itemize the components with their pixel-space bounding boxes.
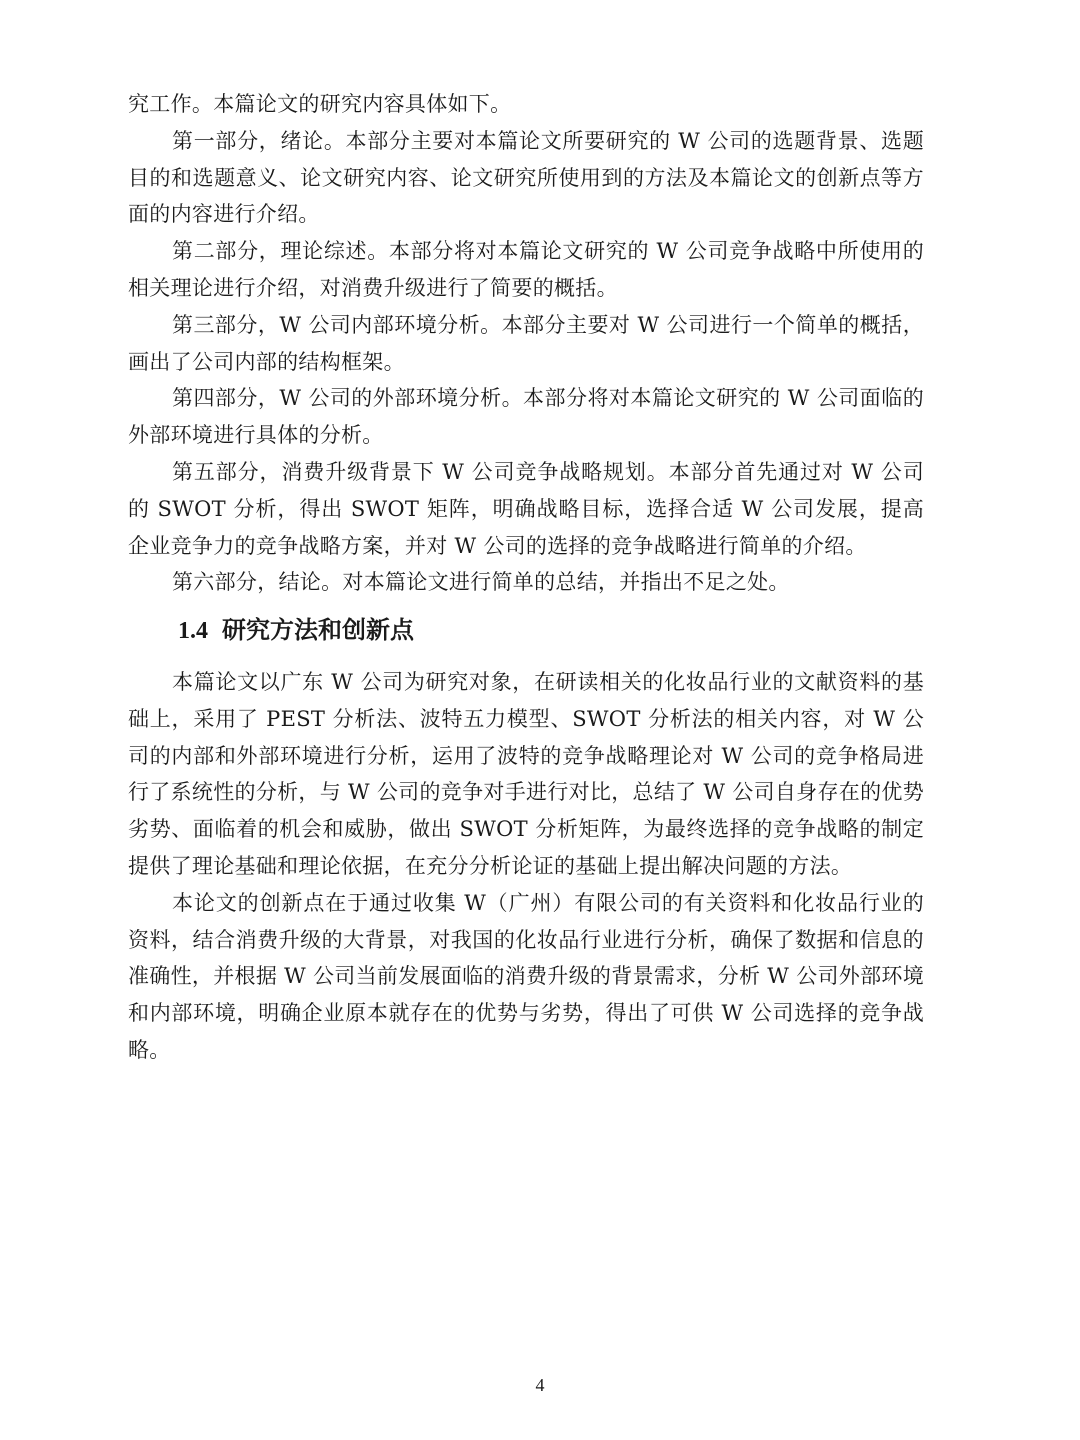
paragraph-part-one: 第一部分，绪论。本部分主要对本篇论文所要研究的 W 公司的选题背景、选题目的和选题意义、论文研究内容、论文研究所使用到的方法及本篇论文的创新点等方面的内容进行介绍。 <box>128 128 924 227</box>
paragraph-part-three: 第三部分，W 公司内部环境分析。本部分主要对 W 公司进行一个简单的概括，画出了公司内部的结构框架。 <box>128 312 924 374</box>
section-title: 研究方法和创新点 <box>222 616 414 644</box>
paragraph-methods: 本篇论文以广东 W 公司为研究对象，在研读相关的化妆品行业的文献资料的基础上，采用了 PEST 分析法、波特五力模型、SWOT 分析法的相关内容，对 W 公司的内部和外部环境进行分析，运用了波特的竞争战略理论对 W 公司的竞争格局进行了系统性的分析，与 W 公司的竞争对手进行对比，总结了 W 公司自身存在的优势劣势、面临着的机会和威胁，做出 SWOT 分析矩阵，为最终选择的竞争战略的制定提供了理论基础和理论依据，在充分分析论证的基础上提出解决问题的方法。 <box>128 670 924 878</box>
section-number: 1.4 <box>178 618 208 644</box>
paragraph-continuation: 究工作。本篇论文的研究内容具体如下。 <box>128 92 512 116</box>
section-heading <box>178 610 414 651</box>
paragraph-part-two: 第二部分，理论综述。本部分将对本篇论文研究的 W 公司竞争战略中所使用的相关理论进行介绍，对消费升级进行了简要的概括。 <box>128 239 924 300</box>
methods-section <box>128 664 924 1069</box>
page-number: 4 <box>535 1375 545 1395</box>
paragraph-part-four: 第四部分，W 公司的外部环境分析。本部分将对本篇论文研究的 W 公司面临的外部环境进行具体的分析。 <box>128 386 924 448</box>
paragraph-part-five: 第五部分，消费升级背景下 W 公司竞争战略规划。本部分首先通过对 W 公司的 SWOT 分析，得出 SWOT 矩阵，明确战略目标，选择合适 W 公司发展，提高企业竞争力的竞争战略方案，并对 W 公司的选择的竞争战略进行简单的介绍。 <box>128 459 924 558</box>
paragraph-part-six: 第六部分，结论。对本篇论文进行简单的总结，并指出不足之处。 <box>172 570 790 595</box>
research-content-section <box>128 86 924 601</box>
paragraph-innovation: 本论文的创新点在于通过收集 W（广州）有限公司的有关资料和化妆品行业的资料，结合消费升级的大背景，对我国的化妆品行业进行分析，确保了数据和信息的准确性，并根据 W 公司当前发展面临的消费升级的背景需求，分析 W 公司外部环境和内部环境，明确企业原本就存在的优势与劣势，得出了可供 W 公司选择的竞争战略。 <box>128 890 924 1062</box>
